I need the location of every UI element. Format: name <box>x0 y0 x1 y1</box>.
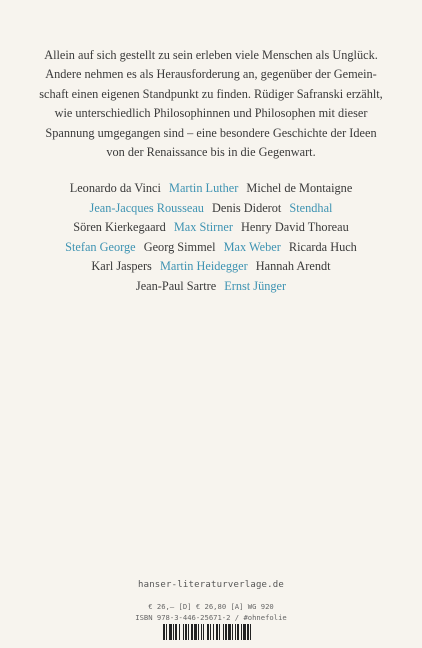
price-line: € 26,– [D] € 26,80 [A] WG 920 <box>148 602 274 611</box>
name-line <box>0 179 422 199</box>
name-stefan-george: Stefan George <box>65 239 136 254</box>
name-line <box>0 199 422 219</box>
name-jean-jacques-rousseau: Jean-Jacques Rousseau <box>89 200 204 215</box>
name-soren-kierkegaard: Sören Kierkegaard <box>73 220 166 235</box>
name-michel-de-montaigne: Michel de Montaigne <box>246 181 353 195</box>
name-line <box>0 218 422 238</box>
footer <box>0 580 422 623</box>
name-max-stirner: Max Stirner <box>173 220 233 235</box>
name-line <box>0 277 422 297</box>
name-ernst-junger: Ernst Jünger <box>224 278 287 293</box>
blurb-line: Allein auf sich gestellt zu sein erleben viele Menschen als Unglück. <box>44 48 378 62</box>
name-karl-jaspers: Karl Jaspers <box>91 259 152 274</box>
isbn-line: ISBN 978-3-446-25671-2 / #ohnefolie <box>135 613 287 622</box>
name-leonardo-da-vinci: Leonardo da Vinci <box>69 181 161 195</box>
blurb-line: wie unterschiedlich Philosophinnen und Philosophen mit dieser <box>54 106 368 121</box>
name-line <box>0 238 422 258</box>
name-henry-david-thoreau: Henry David Thoreau <box>241 220 349 235</box>
blurb-line: Andere nehmen es als Herausforderung an, gegenüber der Gemein- <box>45 67 377 82</box>
name-martin-luther: Martin Luther <box>169 181 239 195</box>
name-max-weber: Max Weber <box>223 239 281 254</box>
blurb-line: Spannung umgegangen sind – eine besondere Geschichte der Ideen <box>45 125 377 140</box>
barcode-icon <box>163 624 259 640</box>
blurb-text <box>30 46 392 162</box>
name-hannah-arendt: Hannah Arendt <box>255 259 331 274</box>
name-denis-diderot: Denis Diderot <box>212 200 282 215</box>
blurb-line: von der Renaissance bis in die Gegenwart. <box>106 145 316 160</box>
blurb-line: schaft einen eigenen Standpunkt zu finden. Rüdiger Safranski erzählt, <box>39 86 383 101</box>
philosopher-names <box>0 179 422 297</box>
name-ricarda-huch: Ricarda Huch <box>288 239 357 254</box>
publisher-url: hanser-literaturverlage.de <box>137 580 285 590</box>
name-georg-simmel: Georg Simmel <box>143 239 216 254</box>
name-jean-paul-sartre: Jean-Paul Sartre <box>135 278 217 293</box>
name-line <box>0 257 422 277</box>
name-martin-heidegger: Martin Heidegger <box>159 259 248 274</box>
name-stendhal: Stendhal <box>289 200 333 215</box>
